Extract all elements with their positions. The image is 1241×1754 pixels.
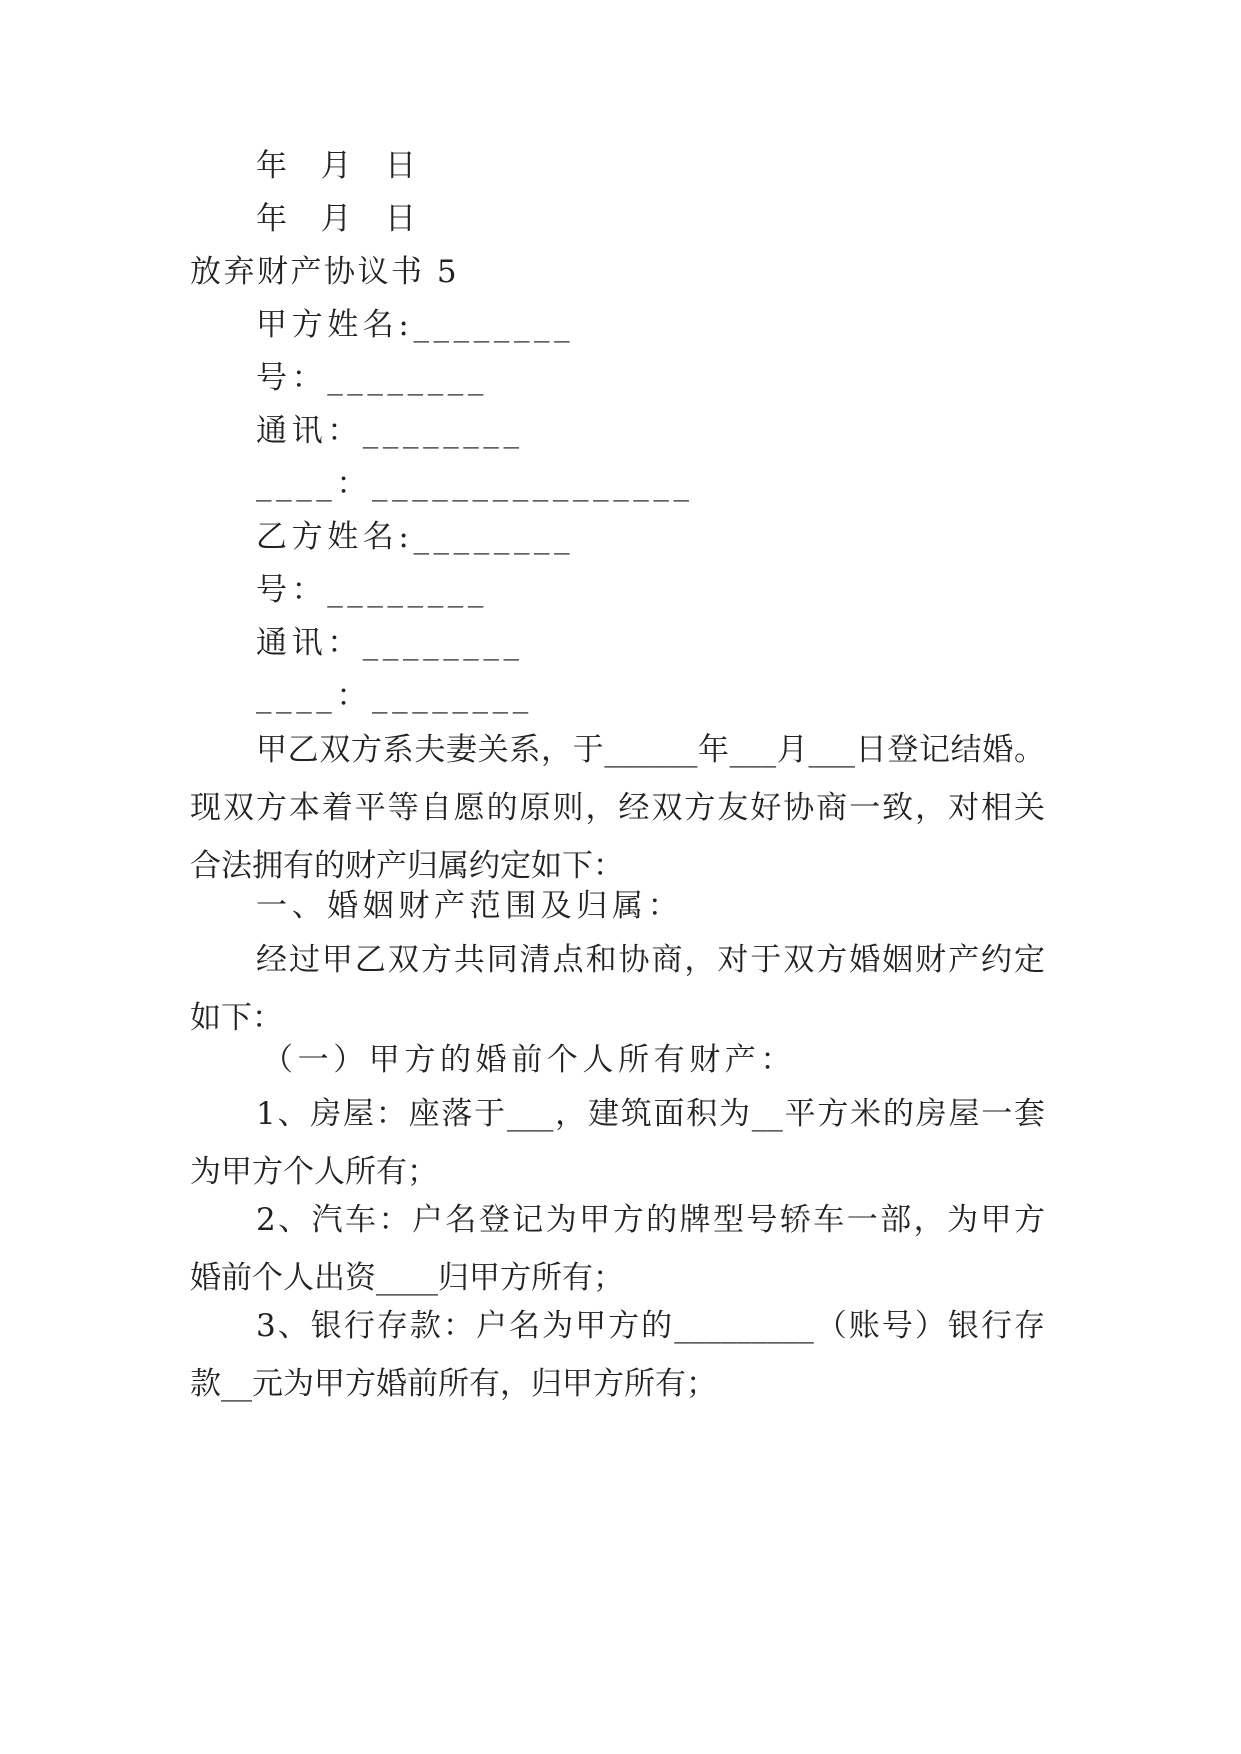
section-1-paragraph [190, 931, 1045, 1047]
party-a-id-field: 号：________ [256, 360, 488, 396]
date-line-1: 年 月 日 [256, 148, 421, 184]
item-2-line-2: 婚前个人出资____归甲方所有； [190, 1260, 624, 1296]
intro-paragraph [190, 721, 1045, 895]
item-1-line-1: 1、房屋：座落于___，建筑面积为__平方米的房屋一套 [256, 1096, 1045, 1132]
party-b-contact-field: 通讯：________ [256, 625, 524, 661]
intro-line-2: 现双方本着平等自愿的原则，经双方友好协商一致，对相关 [190, 790, 1045, 826]
party-a-contact-field: 通讯：________ [256, 413, 524, 449]
item-2-paragraph [190, 1191, 1045, 1307]
item-2-line-1: 2、汽车：户名登记为甲方的牌型号轿车一部，为甲方 [256, 1202, 1045, 1238]
party-a-name-field: 甲方姓名:________ [256, 307, 575, 343]
item-3-line-2: 款__元为甲方婚前所有，归甲方所有； [190, 1366, 717, 1402]
item-1-paragraph [190, 1085, 1045, 1201]
document-title: 放弃财产协议书 5 [190, 254, 460, 290]
intro-line-1: 甲乙双方系夫妻关系，于______年___月___日登记结婚。 [256, 732, 1045, 768]
party-b-name-field: 乙方姓名:________ [256, 519, 575, 555]
section-1-line-1: 经过甲乙双方共同清点和协商，对于双方婚姻财产约定 [256, 942, 1045, 978]
intro-line-3: 合法拥有的财产归属约定如下： [190, 848, 624, 884]
section-1-title: 一、婚姻财产范围及归属： [256, 888, 684, 924]
party-b-extra-field: ____：________ [256, 678, 533, 714]
item-3-paragraph [190, 1297, 1045, 1413]
date-line-2: 年 月 日 [256, 201, 421, 237]
item-1-line-2: 为甲方个人所有； [190, 1154, 438, 1190]
party-a-extra-field: ____：________________ [256, 466, 694, 502]
section-1-line-2: 如下： [190, 1000, 283, 1036]
item-3-line-1: 3、银行存款：户名为甲方的_________（账号）银行存 [256, 1308, 1045, 1344]
subsection-1-title: （一）甲方的婚前个人所有财产： [262, 1042, 796, 1078]
party-b-id-field: 号：________ [256, 572, 488, 608]
